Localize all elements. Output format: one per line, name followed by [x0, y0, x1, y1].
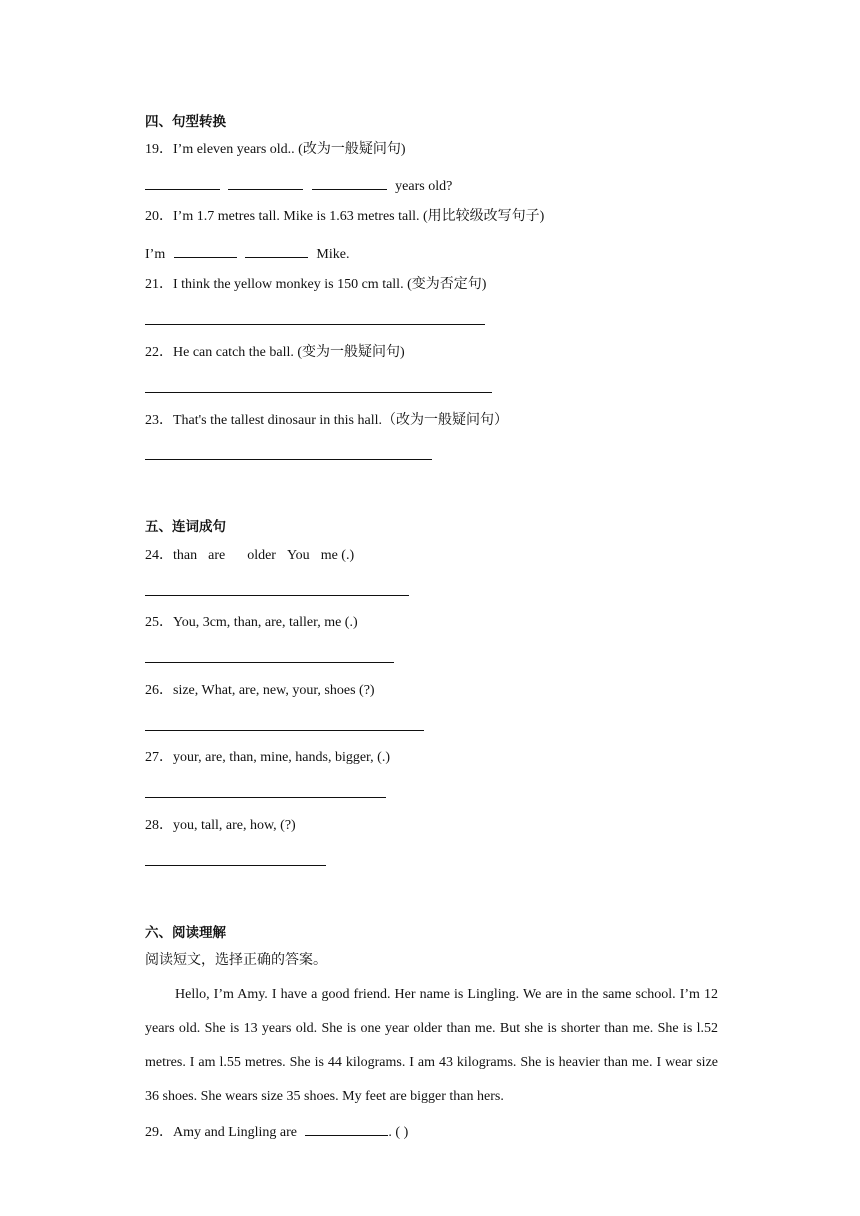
- blank-19-2[interactable]: [228, 175, 303, 190]
- question-27: 27．your, are, than, mine, hands, bigger, (.): [145, 750, 390, 765]
- question-23: 23．That's the tallest dinosaur in this hall.（改为一般疑问句）: [145, 413, 508, 428]
- reading-passage: Hello, I’m Amy. I have a good friend. Her name is Lingling. We are in the same school. I’m 12 years old. She is 13 years old. She is one year older than me. But she is shorter than me. She is l.52 metres. I am l.55 metres. She is 44 kilograms. I am 43 kilograms. She is heavier than me. I wear size 36 shoes. She wears size 35 shoes. My feet are bigger than hers.: [145, 987, 718, 1104]
- word-24-5: me (.): [320, 548, 355, 563]
- blank-29[interactable]: [305, 1121, 388, 1136]
- word-24-2: are: [208, 548, 226, 563]
- section-heading-reading: 六、阅读理解: [145, 925, 226, 941]
- reading-instruction: 阅读短文，选择正确的答案。: [145, 953, 327, 968]
- blank-19-3[interactable]: [312, 175, 387, 190]
- answer-19-tail: years old?: [395, 179, 453, 194]
- answer-line-25[interactable]: [145, 662, 394, 663]
- answer-line-22[interactable]: [145, 392, 492, 393]
- answer-20-head: I’m: [145, 247, 166, 262]
- answer-line-20: [145, 243, 349, 264]
- question-24: [145, 547, 354, 565]
- answer-line-23[interactable]: [145, 459, 432, 460]
- answer-line-24[interactable]: [145, 595, 409, 596]
- question-28: 28．you, tall, are, how, (?): [145, 818, 296, 833]
- blank-20-1[interactable]: [174, 243, 237, 258]
- answer-line-21[interactable]: [145, 324, 485, 325]
- question-20: 20．I’m 1.7 metres tall. Mike is 1.63 metres tall. (用比较级改写句子): [145, 209, 545, 224]
- question-22: 22．He can catch the ball. (变为一般疑问句): [145, 345, 405, 360]
- section-heading-word-order: 五、连词成句: [145, 519, 226, 535]
- answer-line-28[interactable]: [145, 865, 326, 866]
- question-21: 21．I think the yellow monkey is 150 cm tall. (变为否定句): [145, 277, 487, 292]
- question-29: [145, 1121, 408, 1142]
- question-24-number: 24．: [145, 548, 173, 563]
- blank-19-1[interactable]: [145, 175, 220, 190]
- answer-line-26[interactable]: [145, 730, 424, 731]
- word-24-4: You: [286, 548, 310, 563]
- answer-line-19: [145, 175, 452, 196]
- word-24-1: than: [173, 548, 198, 563]
- blank-20-2[interactable]: [245, 243, 308, 258]
- question-19: 19．I’m eleven years old.. (改为一般疑问句): [145, 142, 406, 157]
- section-heading-sentence-transformation: 四、句型转换: [145, 114, 226, 130]
- word-24-3: older: [247, 548, 276, 563]
- question-25: 25．You, 3cm, than, are, taller, me (.): [145, 615, 358, 630]
- answer-20-tail: Mike.: [316, 247, 350, 262]
- question-26: 26．size, What, are, new, your, shoes (?): [145, 683, 375, 698]
- answer-line-27[interactable]: [145, 797, 386, 798]
- question-29-paren: . ( ): [388, 1125, 409, 1140]
- question-29-text: 29．Amy and Lingling are: [145, 1125, 298, 1140]
